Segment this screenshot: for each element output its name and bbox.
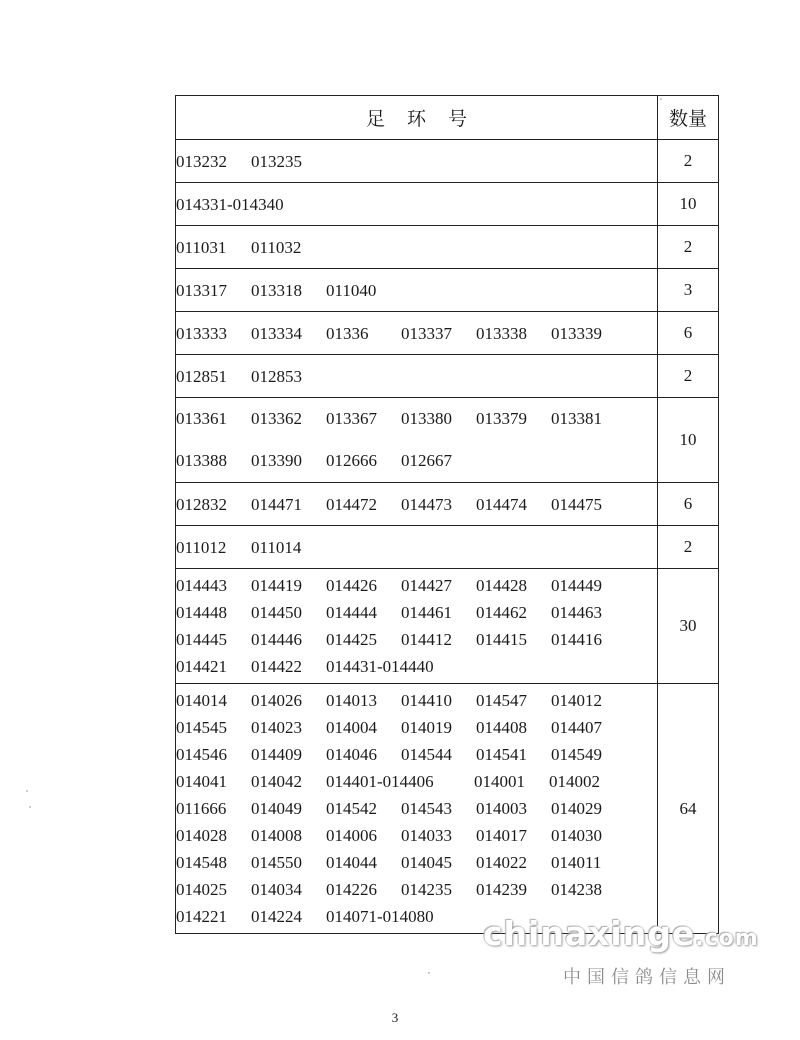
scan-speck [660, 98, 662, 100]
ring-number-line [176, 714, 657, 741]
ring-number: 014226 [326, 880, 377, 899]
ring-number: 014238 [551, 880, 602, 899]
ring-number: 014421 [176, 657, 227, 676]
ring-number: 014029 [551, 799, 602, 818]
ring-number-line [176, 626, 657, 653]
ring-number: 014471 [251, 494, 302, 514]
ring-number: 012667 [401, 451, 452, 470]
ring-number-line [176, 534, 657, 561]
ring-number: 012851 [176, 366, 227, 386]
ring-number: 014473 [401, 494, 452, 514]
ring-number: 013379 [476, 409, 527, 428]
ring-number: 014461 [401, 603, 452, 622]
ring-numbers-cell [176, 269, 658, 312]
ring-number: 013390 [251, 451, 302, 470]
ring-number: 014002 [549, 772, 600, 791]
ring-number: 014541 [476, 745, 527, 764]
ring-number: 014046 [326, 745, 377, 764]
ring-numbers-cell [176, 140, 658, 183]
ring-number: 013380 [401, 409, 452, 428]
ring-number-line [176, 191, 657, 218]
ring-number-line [176, 822, 657, 849]
page-number: 3 [391, 1010, 399, 1025]
ring-number: 014427 [401, 576, 452, 595]
ring-number-line [176, 903, 657, 930]
ring-number: 011040 [326, 280, 377, 300]
ring-number: 014431-014440 [326, 657, 434, 676]
ring-numbers-cell [176, 684, 658, 934]
ring-number: 014001 [474, 772, 525, 791]
ring-number: 014042 [251, 772, 302, 791]
ring-number-line [176, 768, 657, 795]
ring-number: 014224 [251, 907, 302, 926]
ring-number: 014071-014080 [326, 907, 434, 926]
ring-number: 014033 [401, 826, 452, 845]
ring-number: 014012 [551, 691, 602, 710]
ring-number-line [176, 572, 657, 599]
ring-number: 014011 [551, 853, 602, 872]
watermark-suffix: .com [695, 926, 759, 951]
ring-numbers-cell [176, 355, 658, 398]
ring-number-line [176, 234, 657, 261]
header-char: 环 [406, 108, 426, 130]
ring-number: 014041 [176, 772, 227, 791]
ring-number: 014450 [251, 603, 302, 622]
ring-number: 014401-014406 [326, 772, 434, 791]
scan-speck [26, 790, 28, 792]
watermark-cjk: 中国信鸽信息网 [563, 967, 731, 988]
ring-number-line [176, 795, 657, 822]
ring-number: 014028 [176, 826, 227, 845]
table-row [176, 355, 719, 398]
ring-number: 014023 [251, 718, 302, 737]
ring-number-line [176, 876, 657, 903]
ring-number: 014550 [251, 853, 302, 872]
ring-number: 014407 [551, 718, 602, 737]
count-cell: 3 [658, 269, 719, 312]
ring-number: 011012 [176, 537, 227, 557]
count-cell: 6 [658, 312, 719, 355]
ring-number: 014472 [326, 494, 377, 514]
ring-number-line [176, 687, 657, 714]
ring-number: 013338 [476, 323, 527, 343]
ring-number-line [176, 277, 657, 304]
ring-number: 011032 [251, 237, 302, 257]
watermark-domain: chinaxinge [483, 914, 696, 953]
ring-number: 013318 [251, 280, 302, 300]
ring-number-line [176, 363, 657, 390]
ring-number: 014006 [326, 826, 377, 845]
ring-number: 014548 [176, 853, 227, 872]
ring-number: 014419 [251, 576, 302, 595]
ring-number: 014449 [551, 576, 602, 595]
ring-number: 014422 [251, 657, 302, 676]
ring-number-line [176, 398, 657, 440]
ring-number: 012666 [326, 451, 377, 470]
ring-number: 014044 [326, 853, 377, 872]
ring-number: 013334 [251, 323, 302, 343]
ring-number-line [176, 491, 657, 518]
count-cell: 64 [658, 684, 719, 934]
ring-number: 013235 [251, 151, 302, 171]
count-cell: 2 [658, 140, 719, 183]
ring-number: 014221 [176, 907, 227, 926]
ring-number: 014547 [476, 691, 527, 710]
ring-number: 014408 [476, 718, 527, 737]
ring-number-line [176, 320, 657, 347]
ring-number: 013388 [176, 451, 227, 470]
table-body [176, 140, 719, 934]
table-row [176, 183, 719, 226]
table-header-row [176, 96, 719, 140]
table-row [176, 312, 719, 355]
ring-number: 014013 [326, 691, 377, 710]
ring-number: 013232 [176, 151, 227, 171]
ring-number: 014475 [551, 494, 602, 514]
count-cell: 10 [658, 183, 719, 226]
ring-number: 014409 [251, 745, 302, 764]
ring-number: 01336 [326, 323, 369, 343]
ring-numbers-cell [176, 398, 658, 483]
ring-number: 014030 [551, 826, 602, 845]
ring-numbers-cell [176, 312, 658, 355]
ring-number: 014014 [176, 691, 227, 710]
ring-number: 014415 [476, 630, 527, 649]
scan-speck [428, 972, 430, 974]
ring-number: 013362 [251, 409, 302, 428]
table-row [176, 684, 719, 934]
ring-number: 014017 [476, 826, 527, 845]
header-char: 号 [448, 108, 468, 130]
ring-number: 013361 [176, 409, 227, 428]
ring-number-line [176, 653, 657, 680]
ring-number: 011031 [176, 237, 227, 257]
count-cell: 10 [658, 398, 719, 483]
table-row [176, 569, 719, 684]
ring-numbers-header [176, 96, 658, 140]
ring-number: 012853 [251, 366, 302, 386]
ring-number: 014331-014340 [176, 194, 284, 214]
ring-number: 014443 [176, 576, 227, 595]
table-row [176, 483, 719, 526]
ring-number: 014463 [551, 603, 602, 622]
ring-number-table [175, 95, 719, 934]
table-row [176, 269, 719, 312]
ring-numbers-cell [176, 569, 658, 684]
count-cell: 6 [658, 483, 719, 526]
table-row [176, 226, 719, 269]
ring-numbers-cell [176, 526, 658, 569]
ring-number: 013381 [551, 409, 602, 428]
ring-number: 014545 [176, 718, 227, 737]
ring-number: 013337 [401, 323, 452, 343]
ring-number: 014026 [251, 691, 302, 710]
ring-number: 013367 [326, 409, 377, 428]
ring-number: 011014 [251, 537, 302, 557]
ring-number: 014448 [176, 603, 227, 622]
count-cell: 2 [658, 355, 719, 398]
ring-number: 014426 [326, 576, 377, 595]
ring-number: 014546 [176, 745, 227, 764]
ring-number: 014446 [251, 630, 302, 649]
ring-number-line [176, 440, 657, 482]
header-char: 足 [365, 108, 385, 130]
ring-number: 013317 [176, 280, 227, 300]
ring-number-line [176, 148, 657, 175]
ring-number: 014008 [251, 826, 302, 845]
ring-number-line [176, 849, 657, 876]
ring-number: 014045 [401, 853, 452, 872]
ring-number: 014542 [326, 799, 377, 818]
count-cell: 2 [658, 526, 719, 569]
ring-number: 014239 [476, 880, 527, 899]
ring-number: 013333 [176, 323, 227, 343]
ring-number-line [176, 599, 657, 626]
ring-number: 014543 [401, 799, 452, 818]
ring-number: 014412 [401, 630, 452, 649]
ring-number: 014549 [551, 745, 602, 764]
ring-number: 014425 [326, 630, 377, 649]
ring-number: 014410 [401, 691, 452, 710]
ring-numbers-cell [176, 183, 658, 226]
scan-speck [29, 806, 31, 808]
ring-numbers-cell [176, 226, 658, 269]
ring-number: 014445 [176, 630, 227, 649]
ring-number: 014416 [551, 630, 602, 649]
ring-number-line [176, 741, 657, 768]
count-header: 数量 [658, 96, 719, 140]
table-row [176, 398, 719, 483]
ring-number: 014019 [401, 718, 452, 737]
ring-number: 014462 [476, 603, 527, 622]
ring-numbers-cell [176, 483, 658, 526]
table-row [176, 140, 719, 183]
ring-number: 014034 [251, 880, 302, 899]
ring-number: 014444 [326, 603, 377, 622]
count-cell: 30 [658, 569, 719, 684]
ring-number: 014544 [401, 745, 452, 764]
ring-number: 014022 [476, 853, 527, 872]
ring-number: 013339 [551, 323, 602, 343]
ring-number: 012832 [176, 494, 227, 514]
ring-number: 014049 [251, 799, 302, 818]
ring-number: 014428 [476, 576, 527, 595]
table-row [176, 526, 719, 569]
ring-number: 014474 [476, 494, 527, 514]
ring-number: 014235 [401, 880, 452, 899]
ring-number: 011666 [176, 799, 227, 818]
ring-number: 014003 [476, 799, 527, 818]
ring-number: 014025 [176, 880, 227, 899]
count-cell: 2 [658, 226, 719, 269]
ring-number: 014004 [326, 718, 377, 737]
